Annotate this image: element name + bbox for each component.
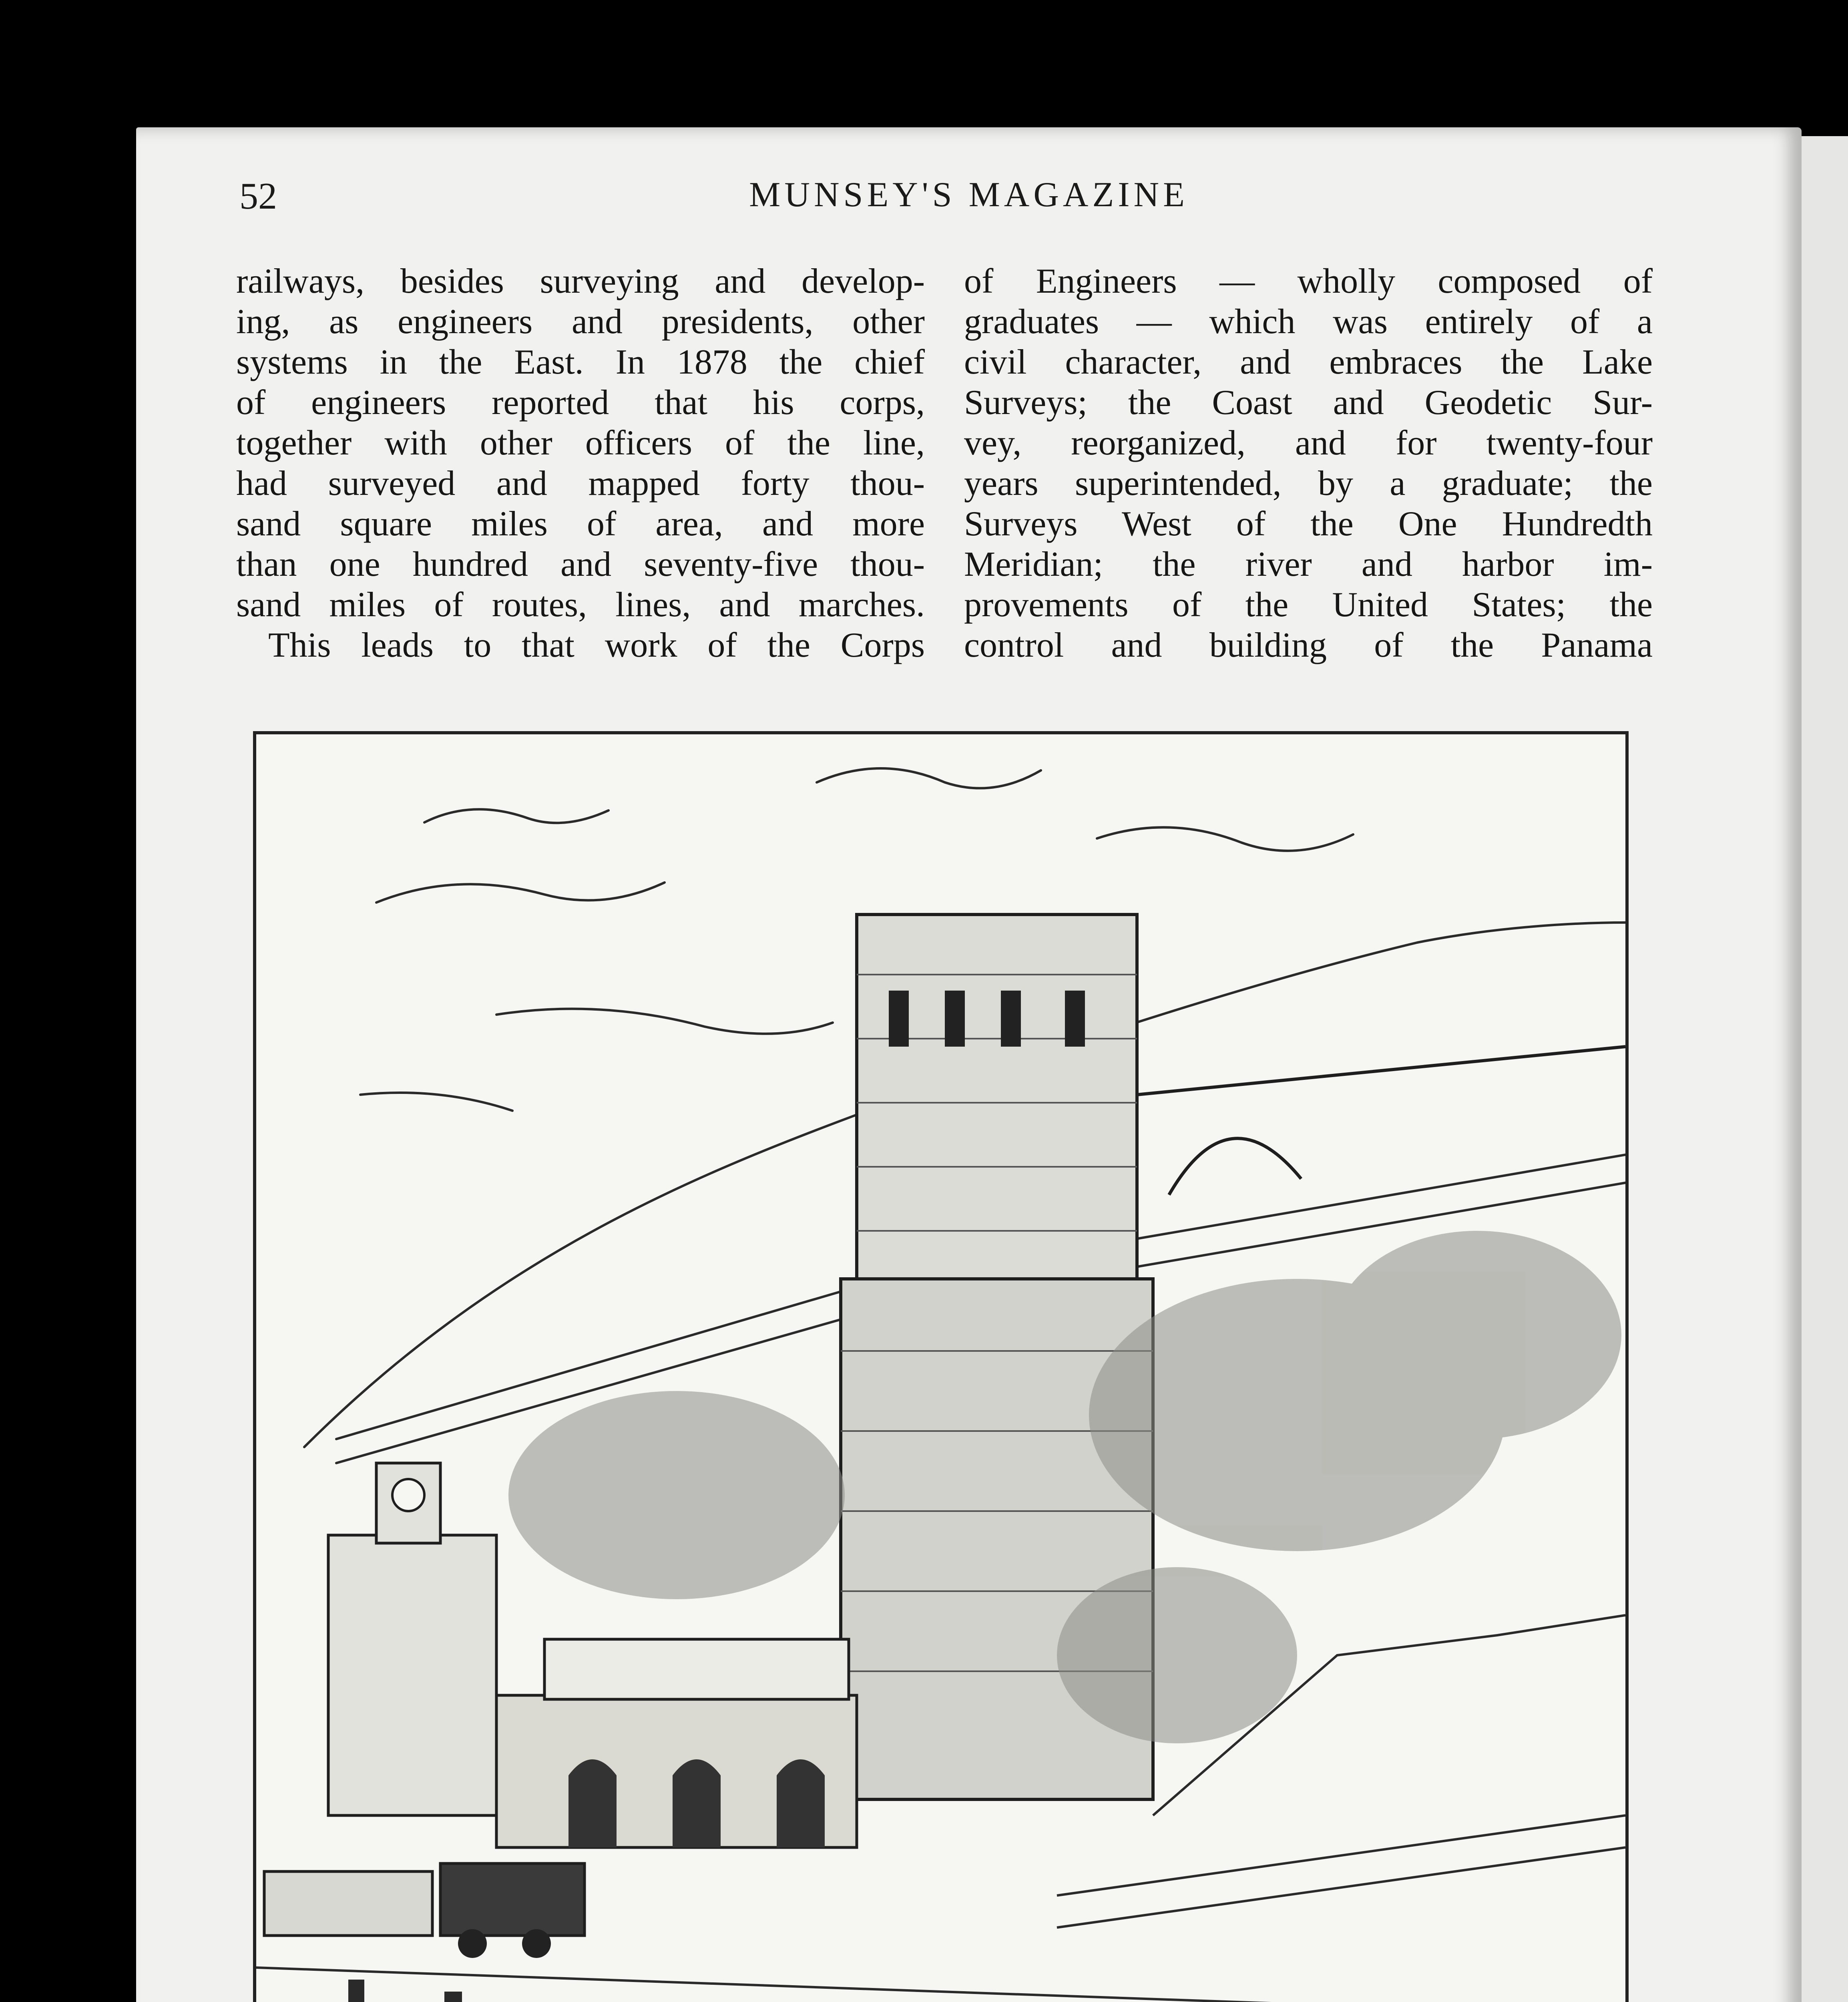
text-line: systems in the East. In 1878 the chief: [236, 343, 925, 382]
station-engraving: [256, 734, 1625, 2002]
magazine-title: MUNSEY'S MAGAZINE: [749, 175, 1189, 214]
text-line: together with other officers of the line,: [236, 424, 925, 462]
text-column-right: [964, 261, 1653, 665]
cloud-stroke: [376, 882, 665, 903]
text-line: years superintended, by a graduate; the: [964, 464, 1653, 503]
cloud-stroke: [817, 768, 1041, 788]
text-line: Surveys West of the One Hundredth: [964, 505, 1653, 543]
text-line: sand square miles of area, and more: [236, 505, 925, 543]
cloud-stroke: [496, 1009, 833, 1033]
train: [264, 1863, 585, 1958]
text-line: ing, as engineers and presidents, other: [236, 302, 925, 341]
text-line: than one hundred and seventy-five thou-: [236, 545, 925, 584]
text-line: civil character, and embraces the Lake: [964, 343, 1653, 382]
text-line: vey, reorganized, and for twenty-four: [964, 424, 1653, 462]
text-line: Surveys; the Coast and Geodetic Sur-: [964, 383, 1653, 422]
cloud-stroke: [424, 809, 609, 823]
text-line: Meridian; the river and harbor im-: [964, 545, 1653, 584]
text-line: of engineers reported that his corps,: [236, 383, 925, 422]
viaduct: [1137, 1047, 1625, 1195]
text-line: of Engineers — wholly composed of: [964, 262, 1653, 301]
magazine-page: [136, 127, 1802, 2002]
text-line: This leads to that work of the Corps: [268, 626, 925, 665]
text-line: railways, besides surveying and develop-: [236, 262, 925, 301]
text-line: graduates — which was entirely of a: [964, 302, 1653, 341]
text-line: control and building of the Panama: [964, 626, 1653, 665]
running-head: [136, 175, 1802, 231]
text-line: provements of the United States; the: [964, 585, 1653, 624]
figures: [348, 1980, 1201, 2002]
cloud-stroke: [1097, 827, 1353, 851]
text-column-left: [236, 261, 925, 665]
page-number: 52: [239, 175, 277, 217]
text-line: sand miles of routes, lines, and marches.: [236, 585, 925, 624]
engraving-illustration: [253, 731, 1629, 2002]
cloud-stroke: [360, 1093, 512, 1111]
text-line: had surveyed and mapped forty thou-: [236, 464, 925, 503]
